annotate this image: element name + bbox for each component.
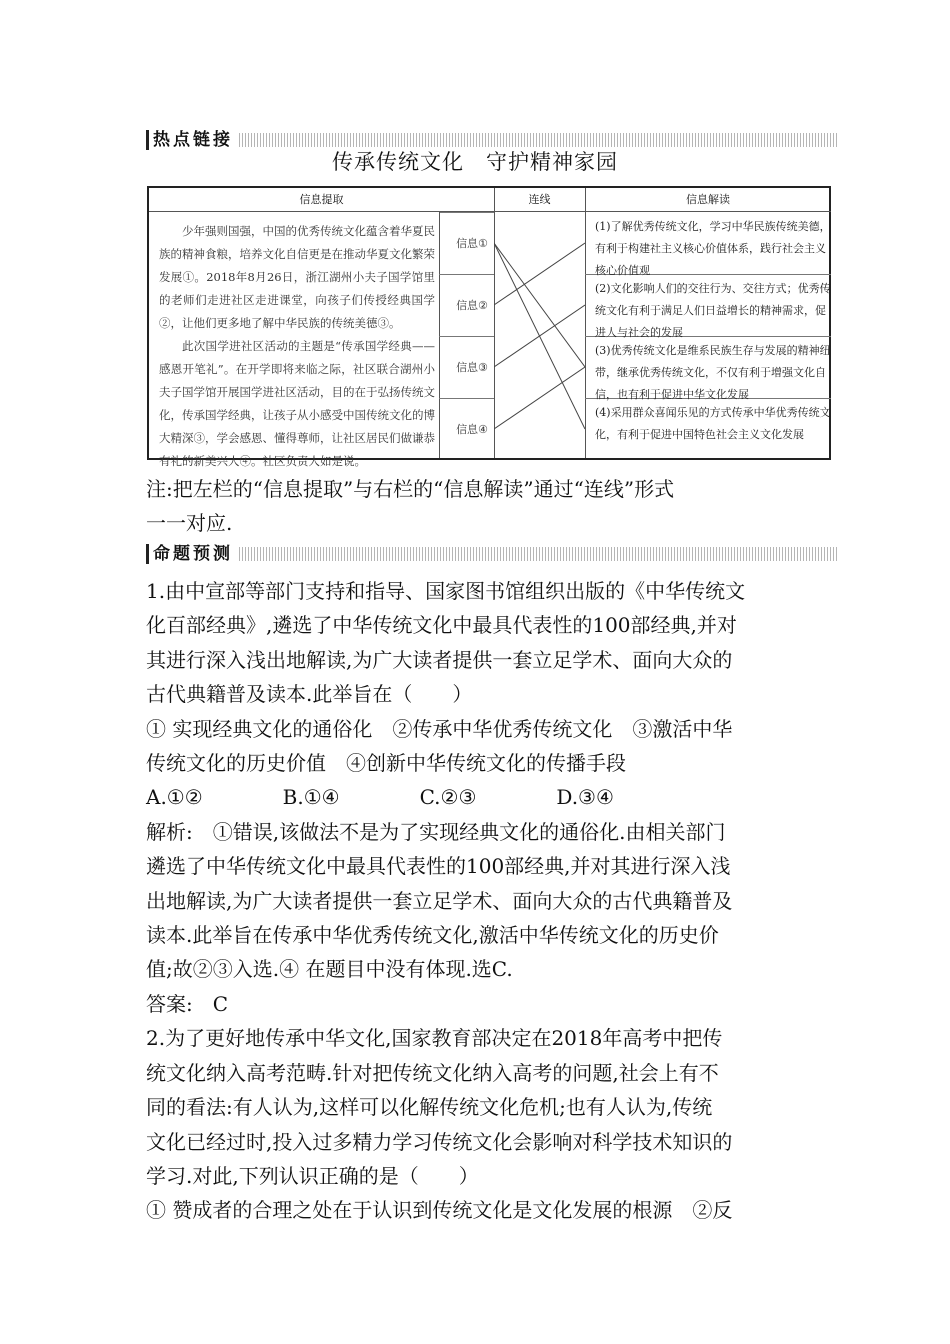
info-label-1: 信息① xyxy=(456,237,488,250)
question-line: 2.为了更好地传承中华文化,国家教育部决定在2018年高考中把传 xyxy=(146,1026,723,1051)
info-label-2: 信息② xyxy=(456,299,488,312)
interpretation-3: (3)优秀传统文化是维系民族生存与发展的精神纽带，继承优秀传统文化，不仅有利于增强文化自信，也有利于促进中华文化发展 xyxy=(595,344,831,401)
header-connect: 连线 xyxy=(494,188,585,212)
question-line: ① 赞成者的合理之处在于认识到传统文化是文化发展的根源 ②反 xyxy=(146,1198,733,1223)
questions-block xyxy=(146,574,814,1228)
hot-link-label: 热点链接 xyxy=(146,130,239,150)
passage-paragraph: 少年强则国强，中国的优秀传统文化蕴含着华夏民族的精神食粮，培养文化自信更是在推动华夏文化繁荣发展①。2018年8月26日，浙江湖州小夫子国学馆里的老师们走进社区走进课堂，向孩子们传授经典国学②，让他们更多地了解中华民族的传统美德③。 xyxy=(159,224,435,330)
passage-paragraph: 此次国学进社区活动的主题是“传承国学经典——感恩开笔礼”。在开学即将来临之际，社区联合湖州小夫子国学馆开展国学进社区活动，目的在于弘扬传统文化，传承国学经典，让孩子从小感受中国传统文化的博大精深③，学会感恩、懂得尊师，让社区居民们做谦恭有礼的新美兴人④。社区负责人如是说。 xyxy=(159,339,435,468)
row-divider xyxy=(439,212,494,213)
prediction-label: 命题预测 xyxy=(146,544,239,564)
question-line: 出地解读,为广大读者提供一套立足学术、面向大众的古代典籍普及 xyxy=(146,888,733,913)
question-line: 其进行深入浅出地解读,为广大读者提供一套立足学术、面向大众的 xyxy=(146,647,733,672)
question-line: 传统文化的历史价值 ④创新中华传统文化的传播手段 xyxy=(146,751,626,776)
question-line: 文化已经过时,投入过多精力学习传统文化会影响对科学技术知识的 xyxy=(146,1129,733,1154)
passage-text xyxy=(159,220,435,473)
question-line: 答案: C xyxy=(146,991,229,1016)
question-line: 1.由中宣部等部门支持和指导、国家图书馆组织出版的《中华传统文 xyxy=(146,579,746,603)
question-line: ① 实现经典文化的通俗化 ②传承中华优秀传统文化 ③激活中华 xyxy=(146,716,733,741)
matching-lines xyxy=(494,212,585,460)
note-line: 注:把左栏的“信息提取”与右栏的“信息解读”通过“连线”形式 xyxy=(146,477,675,501)
matching-table xyxy=(147,186,831,468)
header-info-extract: 信息提取 xyxy=(149,188,494,212)
prediction-header xyxy=(146,542,838,566)
interpretation-2: (2)文化影响人们的交往行为、交往方式；优秀传统文化有利于满足人们日益增长的精神需求，促进人与社会的发展 xyxy=(595,282,831,339)
interpretation-1: (1)了解优秀传统文化，学习中华民族传统美德，有利于构建社主义核心价值体系，践行社会主义核心价值观 xyxy=(595,220,831,277)
question-line: 统文化纳入高考范畴.针对把传统文化纳入高考的问题,社会上有不 xyxy=(146,1060,719,1085)
row-divider xyxy=(439,336,494,337)
question-line: 同的看法:有人认为,这样可以化解传统文化危机;也有人认为,传统 xyxy=(146,1095,713,1120)
note-block xyxy=(146,472,814,541)
header-dotted-bar xyxy=(239,547,838,561)
row-divider xyxy=(439,398,494,399)
info-label-3: 信息③ xyxy=(456,361,488,374)
connect-line xyxy=(494,367,585,429)
interpretation-4: (4)采用群众喜闻乐见的方式传承中华优秀传统文化，有利于促进中国特色社会主义文化发展 xyxy=(595,406,831,441)
question-line: 遴选了中华传统文化中最具代表性的100部经典,并对其进行深入浅 xyxy=(146,854,731,879)
question-line: 读本.此举旨在传承中华优秀传统文化,激活中华传统文化的历史价 xyxy=(146,923,719,948)
topic-title: 传承传统文化 守护精神家园 xyxy=(332,150,618,174)
question-line: 化百部经典》,遴选了中华传统文化中最具代表性的100部经典,并对 xyxy=(146,613,737,638)
question-line: 值;故②③入选.④ 在题目中没有体现.选C. xyxy=(146,957,513,982)
question-line: 古代典籍普及读本.此举旨在（ ） xyxy=(146,682,473,707)
info-label-4: 信息④ xyxy=(456,423,488,436)
connect-line xyxy=(494,243,585,429)
header-info-interpret: 信息解读 xyxy=(585,188,831,212)
question-line: 学习.对此,下列认识正确的是（ ） xyxy=(146,1163,479,1188)
connect-line xyxy=(494,243,585,305)
question-line: 解析: ①错误,该做法不是为了实现经典文化的通俗化.由相关部门 xyxy=(146,819,726,844)
row-divider xyxy=(439,274,494,275)
connect-line xyxy=(494,243,585,367)
column-divider xyxy=(585,188,586,458)
header-dotted-bar xyxy=(239,133,838,147)
column-divider xyxy=(439,212,440,458)
question-line: A.①② B.①④ C.②③ D.③④ xyxy=(146,785,614,810)
note-line: 一一对应. xyxy=(146,511,233,536)
